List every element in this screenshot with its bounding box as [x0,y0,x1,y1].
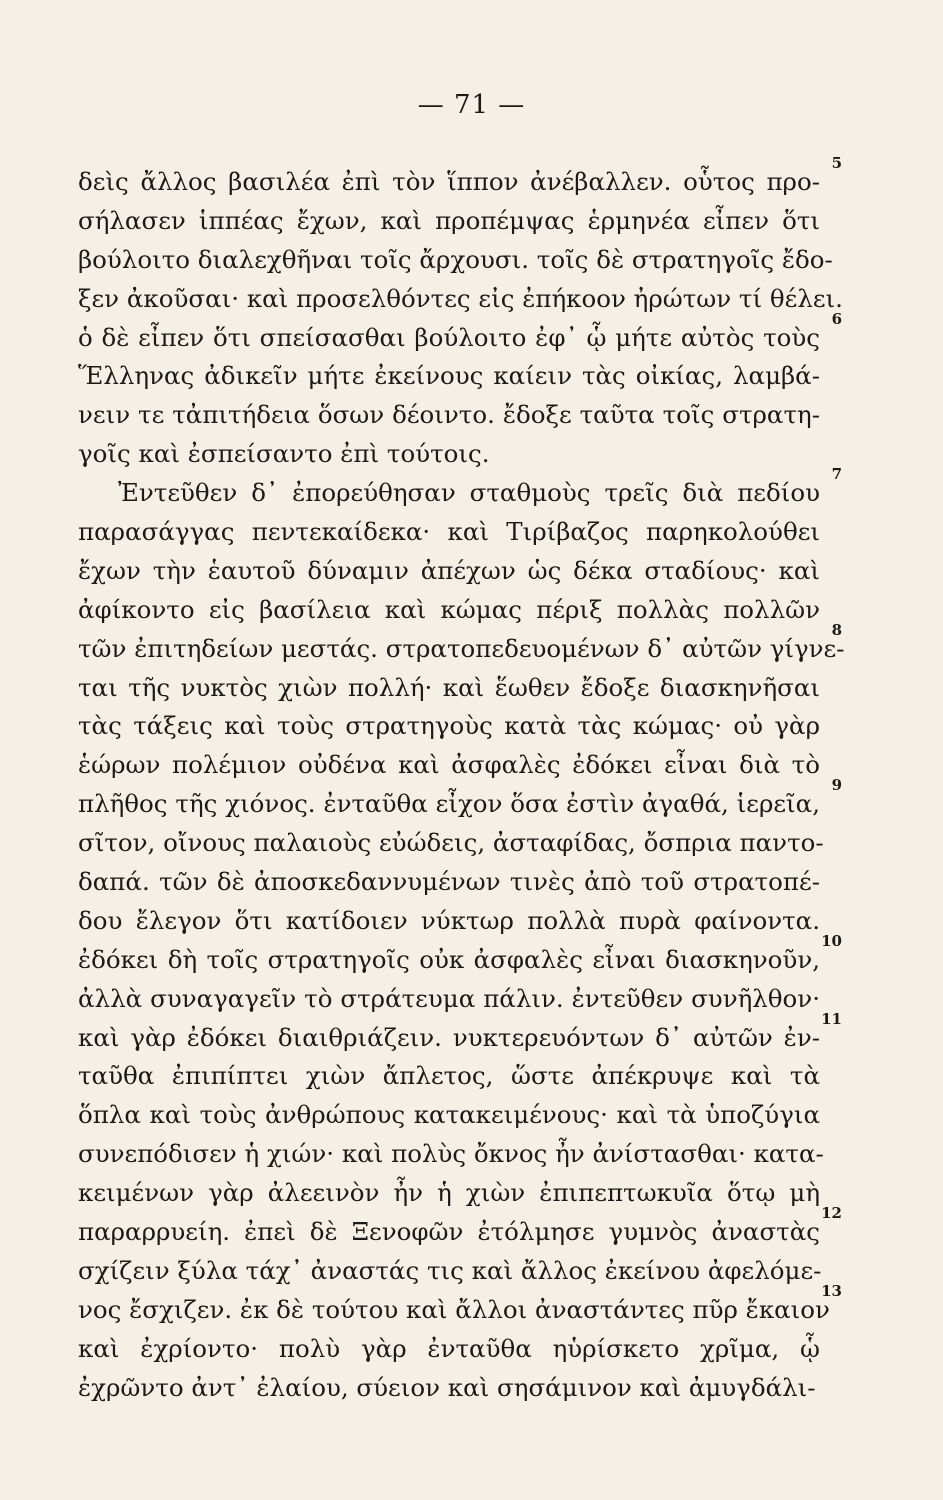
text-line-content: βούλοιτο διαλεχθῆναι τοῖς ἄρχουσι. τοῖς δὲ στρατηγοῖς ἔδο- [78,244,833,274]
text-line [78,309,842,358]
section-number: 9 [831,776,842,795]
text-line-content: κειμένων γὰρ ἀλεεινὸν ἦν ἡ χιὼν ἐπιπεπτωκυῖα ὅτῳ μὴ [78,1178,820,1208]
text-line-content: νειν τε τἀπιτήδεια ὅσων δέοιντο. ἔδοξε ταῦτα τοῖς στρατη- [78,400,820,430]
text-line-content: δου ἔλεγον ὅτι κατίδοιεν νύκτωρ πολλὰ πυρὰ φαίνοντα. [78,905,820,935]
body-text [78,154,845,1408]
text-line [78,280,843,319]
text-line [78,746,820,785]
text-line [78,396,820,435]
text-line [78,202,820,241]
text-line [78,513,820,552]
text-line-content: ἀφίκοντο εἰς βασίλεια καὶ κώμας πέριξ πολλὰς πολλῶν [78,594,820,624]
text-line-content: ἐδόκει δὴ τοῖς στρατηγοῖς οὐκ ἀσφαλὲς εἶναι διασκηνοῦν, [78,944,820,974]
text-line-content: σχίζειν ξύλα τάχ᾽ ἀναστάς τις καὶ ἄλλος ἐκείνου ἀφελόμε- [78,1255,822,1285]
text-line [78,1009,842,1058]
text-line-content: πλῆθος τῆς χιόνος. ἐνταῦθα εἶχον ὅσα ἐστὶν ἀγαθά, ἱερεῖα, [78,789,820,819]
text-line-content: συνεπόδισεν ἡ χιών· καὶ πολὺς ὄκνος ἦν ἀνίστασθαι· κατα- [78,1139,824,1169]
text-line-content: τὰς τάξεις καὶ τοὺς στρατηγοὺς κατὰ τὰς κώμας· οὐ γὰρ [78,711,820,741]
text-line [78,931,842,980]
text-line-content: σήλασεν ἱππέας ἔχων, καὶ προπέμψας ἑρμηνέα εἶπεν ὅτι [78,205,820,235]
text-line [78,154,842,202]
text-line [78,669,820,708]
section-number: 10 [821,931,842,950]
section-number: 13 [821,1281,842,1300]
text-line-content: ἐχρῶντο ἀντ᾽ ἐλαίου, σύειον καὶ σησάμινον καὶ ἀμυγδάλι- [78,1372,816,1402]
text-line-content: Ἕλληνας ἀδικεῖν μήτε ἐκείνους καίειν τὰς οἰκίας, λαμβά- [78,361,820,391]
text-line-content: ὅπλα καὶ τοὺς ἀνθρώπους κατακειμένους· καὶ τὰ ὑποζύγια [78,1100,820,1130]
text-line-content: ταῦθα ἐπιπίπτει χιὼν ἄπλετος, ὥστε ἀπέκρυψε καὶ τὰ [78,1061,820,1091]
text-line-content: ται τῆς νυκτὸς χιὼν πολλή· καὶ ἕωθεν ἔδοξε διασκηνῆσαι [78,672,820,702]
text-line-content: ἀλλὰ συναγαγεῖν τὸ στράτευμα πάλιν. ἐντεῦθεν συνῆλθον· [78,983,820,1013]
text-line [78,980,820,1019]
text-line-content: δαπά. τῶν δὲ ἀποσκεδαννυμένων τινὲς ἀπὸ τοῦ στρατοπέ- [78,867,820,897]
text-line [78,552,820,591]
text-line-content: παρασάγγας πεντεκαίδεκα· καὶ Τιρίβαζος παρηκολούθει [78,517,820,547]
text-line-content: νος ἔσχιζεν. ἐκ δὲ τούτου καὶ ἄλλοι ἀναστάντες πῦρ ἔκαιον [78,1294,830,1324]
text-line-content: σῖτον, οἴνους παλαιοὺς εὐώδεις, ἀσταφίδας, ὄσπρια παντο- [78,828,824,858]
text-line [78,465,842,513]
section-number: 8 [831,620,842,639]
text-line [78,863,820,902]
section-number: 12 [821,1204,842,1223]
text-line [78,707,820,746]
text-line [78,1281,842,1330]
section-number: 11 [821,1009,842,1028]
text-line-content: Ἐντεῦθεν δ᾽ ἐπορεύθησαν σταθμοὺς τρεῖς διὰ πεδίου [118,478,820,508]
text-line [78,1135,824,1174]
text-line [78,1369,820,1408]
text-line [78,1057,820,1096]
text-line-content: γοῖς καὶ ἐσπείσαντο ἐπὶ τούτοις. [78,439,490,469]
text-line [78,1330,820,1369]
text-line-content: παραρρυείη. ἐπεὶ δὲ Ξενοφῶν ἐτόλμησε γυμνὸς ἀναστὰς [78,1217,820,1247]
text-line [78,620,845,669]
text-line [78,1096,820,1135]
text-line-content: τῶν ἐπιτηδείων μεστάς. στρατοπεδευομένων δ᾽ αὐτῶν γίγνε- [78,633,845,663]
section-number: 6 [831,309,842,328]
text-line-content: καὶ γὰρ ἐδόκει διαιθριάζειν. νυκτερευόντων δ᾽ αὐτῶν ἐν- [78,1022,820,1052]
text-line [78,241,833,280]
text-line [78,902,820,941]
text-line-content: ὁ δὲ εἶπεν ὅτι σπείσασθαι βούλοιτο ἐφ᾽ ᾧ μήτε αὐτὸς τοὺς [78,322,820,352]
text-line [78,357,820,396]
text-line [78,1174,820,1213]
text-line-content: ἔχων τὴν ἑαυτοῦ δύναμιν ἀπέχων ὡς δέκα σταδίους· καὶ [78,555,820,585]
text-line-content: ξεν ἀκοῦσαι· καὶ προσελθόντες εἰς ἐπήκοον ἠρώτων τί θέλει. [78,283,843,313]
text-line [78,824,824,863]
section-number: 5 [831,154,842,172]
text-line-content: καὶ ἐχρίοντο· πολὺ γὰρ ἐνταῦθα ηὑρίσκετο χρῖμα, ᾧ [78,1333,820,1363]
text-line [78,435,820,474]
section-number: 7 [831,465,842,484]
text-line [78,1252,820,1291]
text-line [78,1204,842,1252]
text-line [78,776,842,824]
page-number: — 71 — [417,90,526,120]
text-line-content: δεὶς ἄλλος βασιλέα ἐπὶ τὸν ἵππον ἀνέβαλλεν. οὗτος προ- [78,167,820,196]
text-line [78,591,820,630]
text-line-content: ἑώρων πολέμιον οὐδένα καὶ ἀσφαλὲς ἐδόκει εἶναι διὰ τὸ [78,750,820,780]
